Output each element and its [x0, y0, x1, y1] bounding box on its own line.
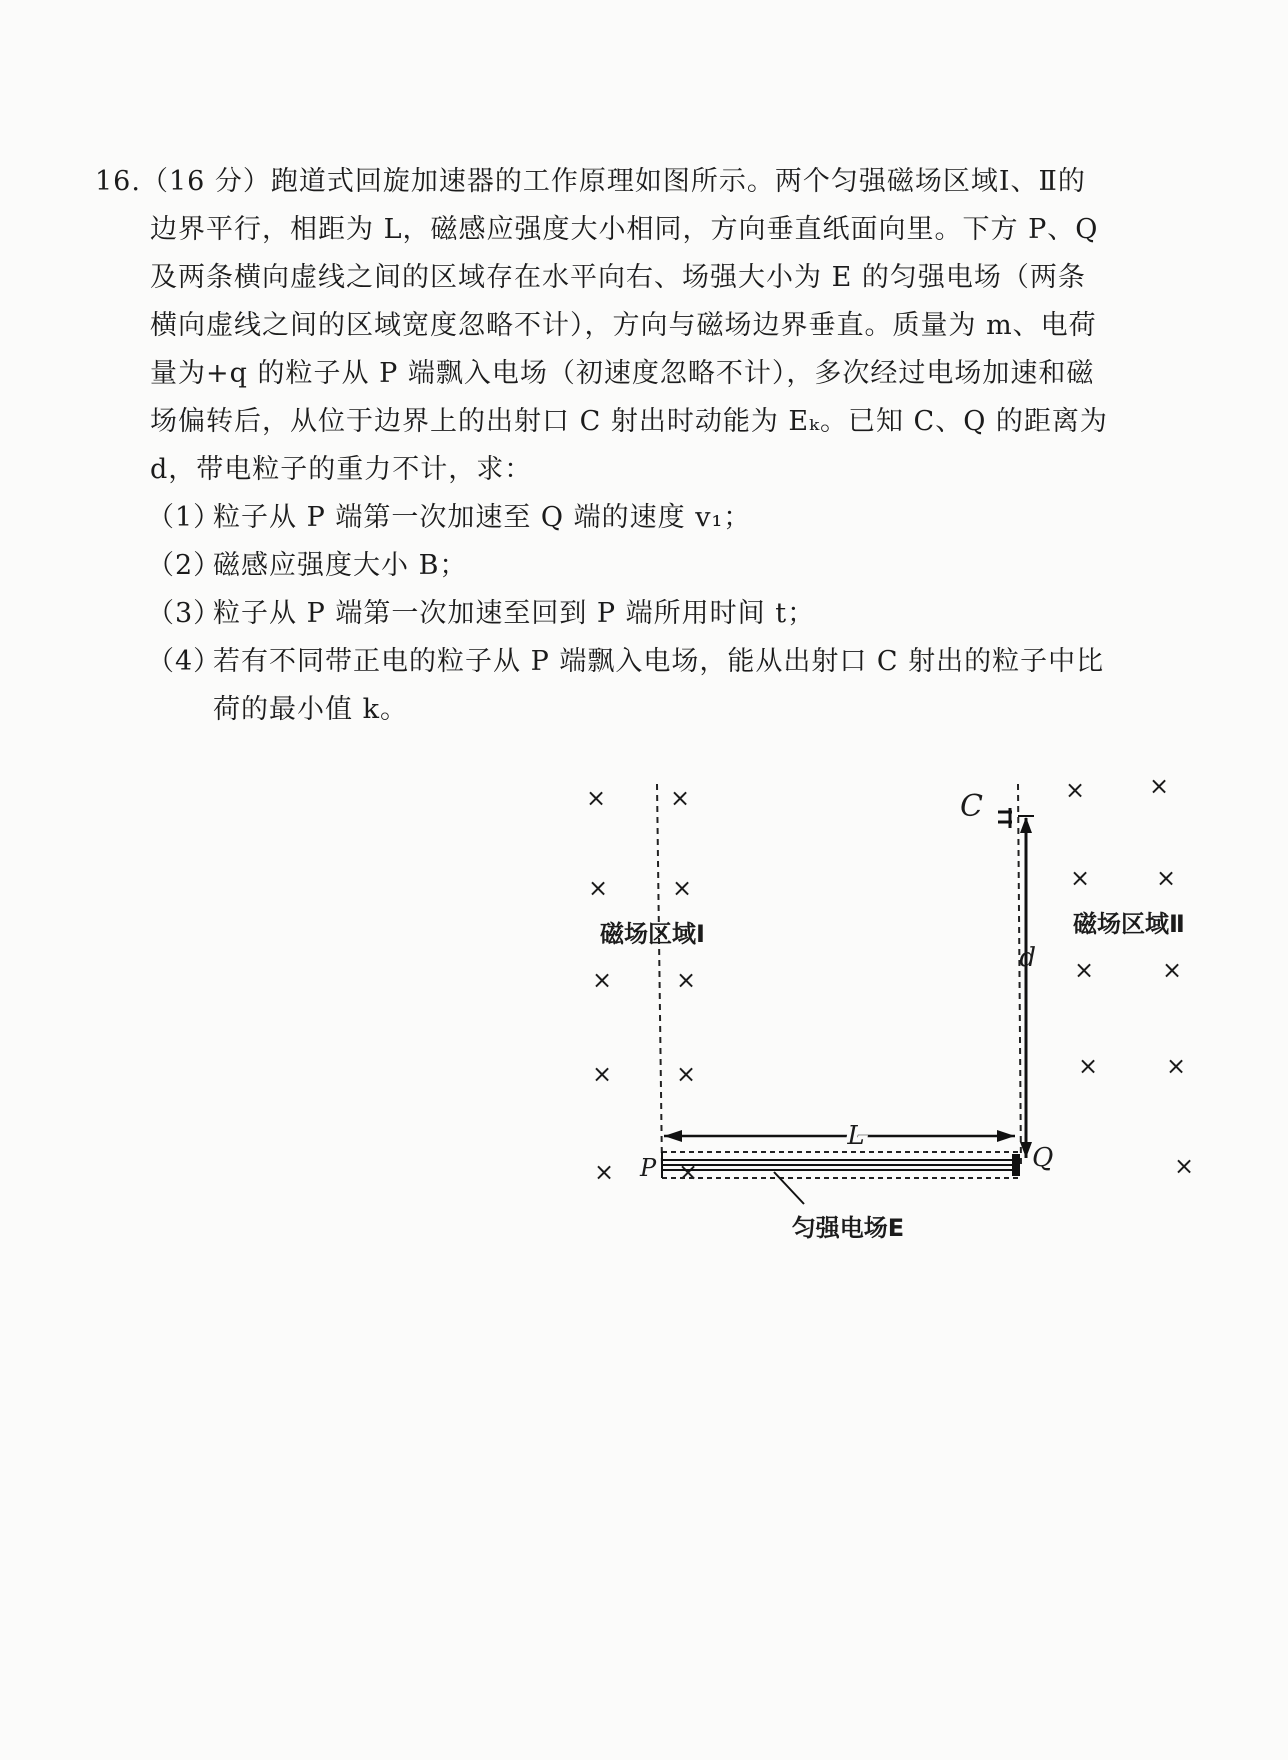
- problem-line: 量为+q 的粒子从 P 端飘入电场（初速度忽略不计），多次经过电场加速和磁: [150, 358, 1095, 389]
- exit-port-C: [998, 808, 1012, 828]
- problem-statement: [95, 158, 1205, 734]
- question-text: 粒子从 P 端第一次加速至回到 P 端所用时间 t；: [213, 598, 816, 629]
- field-mark: ×: [1148, 772, 1170, 800]
- field-mark: ×: [1077, 1052, 1099, 1080]
- question-3: [95, 590, 1205, 638]
- question-number: （3）: [147, 598, 222, 629]
- question-4-continuation: 荷的最小值 k。: [213, 694, 408, 725]
- problem-line: 边界平行，相距为 L，磁感应强度大小相同，方向垂直纸面向里。下方 P、Q: [150, 214, 1099, 245]
- question-text: 粒子从 P 端第一次加速至 Q 端的速度 v₁；: [213, 502, 752, 533]
- problem-line: 场偏转后，从位于边界上的出射口 C 射出时动能为 Eₖ。已知 C、Q 的距离为: [150, 406, 1108, 437]
- problem-line: 横向虚线之间的区域宽度忽略不计），方向与磁场边界垂直。质量为 m、电荷: [150, 310, 1097, 341]
- boundary-right: [1018, 784, 1021, 1168]
- question-number: （1）: [147, 502, 222, 533]
- label-Q: Q: [1032, 1143, 1054, 1173]
- accelerator-diagram: [560, 760, 1220, 1240]
- question-text: 磁感应强度大小 B；: [213, 550, 468, 581]
- field-mark: ×: [1155, 864, 1177, 892]
- question-number: （2）: [147, 550, 222, 581]
- field-mark: ×: [1073, 956, 1095, 984]
- label-P: P: [640, 1154, 657, 1182]
- label-C: C: [960, 789, 983, 824]
- question-4: [95, 638, 1205, 686]
- question-2: [95, 542, 1205, 590]
- field-mark: ×: [585, 784, 607, 812]
- field-mark: ×: [1064, 776, 1086, 804]
- field-mark: ×: [587, 874, 609, 902]
- problem-line: 16.（16 分）跑道式回旋加速器的工作原理如图所示。两个匀强磁场区域Ⅰ、Ⅱ的: [95, 166, 1086, 197]
- region-2-label: 磁场区域Ⅱ: [1073, 910, 1185, 938]
- field-mark: ×: [1165, 1052, 1187, 1080]
- field-mark: ×: [675, 1060, 697, 1088]
- field-label-leader: [774, 1172, 804, 1204]
- field-mark: ×: [593, 1158, 615, 1186]
- dimension-L-arrow: [664, 1130, 1015, 1142]
- field-mark: ×: [591, 966, 613, 994]
- question-1: [95, 494, 1205, 542]
- label-L: L: [847, 1121, 865, 1151]
- problem-line: d，带电粒子的重力不计，求：: [150, 454, 533, 485]
- field-mark: ×: [591, 1060, 613, 1088]
- boundary-left: [657, 784, 662, 1168]
- field-mark: ×: [669, 784, 691, 812]
- electric-field-label: 匀强电场E: [791, 1214, 905, 1242]
- question-number: （4）: [147, 646, 222, 677]
- field-mark: ×: [1161, 956, 1183, 984]
- field-mark: ×: [675, 966, 697, 994]
- label-d: d: [1019, 943, 1036, 973]
- problem-line: 及两条横向虚线之间的区域存在水平向右、场强大小为 E 的匀强电场（两条: [150, 262, 1086, 293]
- field-mark: ×: [1173, 1152, 1195, 1180]
- region-1-label: 磁场区域Ⅰ: [600, 920, 705, 948]
- field-mark: ×: [677, 1158, 699, 1186]
- question-text: 若有不同带正电的粒子从 P 端飘入电场，能从出射口 C 射出的粒子中比: [213, 646, 1105, 677]
- field-mark: ×: [671, 874, 693, 902]
- electric-field-region: [662, 1152, 1020, 1178]
- field-mark: ×: [1069, 864, 1091, 892]
